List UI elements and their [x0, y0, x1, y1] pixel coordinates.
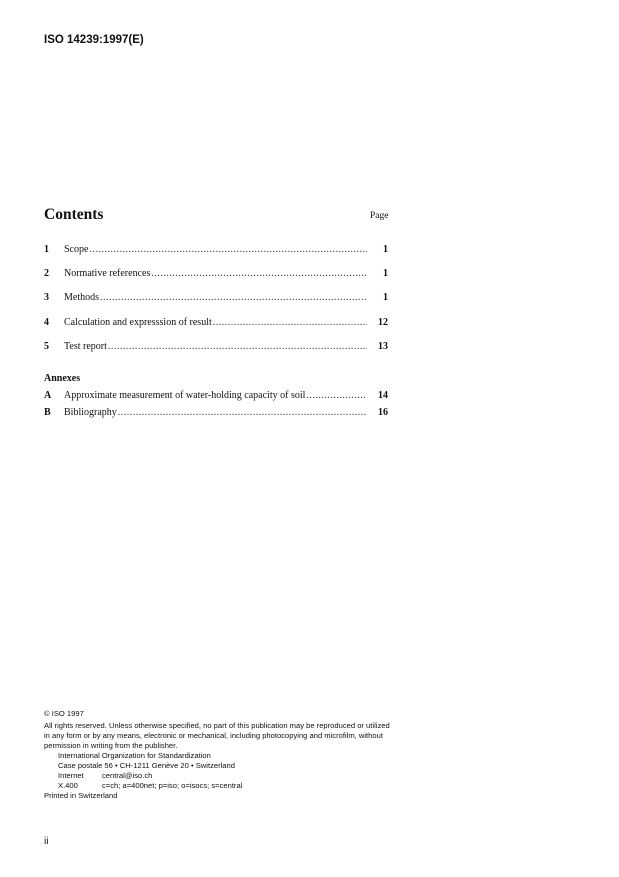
- toc-entry-page: 1: [383, 268, 388, 279]
- toc-entry-annex-b[interactable]: [44, 407, 388, 421]
- toc-entry-number: B: [44, 407, 51, 418]
- toc-entry-title: Scope: [64, 244, 89, 255]
- postal-address: Case postale 56 • CH-1211 Genève 20 • Switzerland: [58, 761, 235, 770]
- page-column-label: Page: [370, 211, 389, 221]
- toc-entry-number: A: [44, 390, 52, 401]
- organization-name: International Organization for Standardization: [58, 751, 211, 760]
- toc-leader-dots: [89, 244, 367, 255]
- toc-entry-title: Normative references: [64, 268, 151, 279]
- toc-leader-dots: [151, 268, 367, 279]
- toc-entry-normative-references[interactable]: [44, 268, 388, 282]
- toc-leader-dots: [118, 407, 367, 418]
- toc-entry-annex-a[interactable]: [44, 390, 388, 404]
- toc-entry-number: 5: [44, 341, 49, 352]
- internet-label: Internet: [58, 771, 84, 780]
- toc-entry-number: 3: [44, 292, 49, 303]
- x400-value: c=ch; a=400net; p=iso; o=isocs; s=central: [102, 781, 243, 790]
- toc-entry-scope[interactable]: [44, 244, 388, 258]
- toc-entry-number: 2: [44, 268, 49, 279]
- toc-leader-dots: [108, 341, 367, 352]
- printed-in: Printed in Switzerland: [44, 791, 118, 800]
- copyright-line: © ISO 1997: [44, 709, 84, 718]
- toc-entry-page: 1: [383, 292, 388, 303]
- toc-entry-page: 14: [378, 390, 388, 401]
- toc-entry-test-report[interactable]: [44, 341, 388, 355]
- x400-contact: [58, 781, 394, 791]
- toc-entry-title: Bibliography: [64, 407, 117, 418]
- internet-contact: [58, 771, 394, 781]
- page-number: ii: [44, 836, 49, 847]
- toc-entry-number: 4: [44, 317, 49, 328]
- toc-entry-title: Test report: [64, 341, 107, 352]
- x400-label: X.400: [58, 781, 78, 790]
- copyright-block: [44, 709, 394, 801]
- rights-statement: All rights reserved. Unless otherwise specified, no part of this publication may be reproduced or utilized in any form or by any means, electronic or mechanical, including photocopying and microfilm, without permission in writing from the publisher.: [44, 721, 390, 750]
- internet-value: central@iso.ch: [102, 771, 153, 780]
- toc-leader-dots: [306, 390, 367, 401]
- document-id: ISO 14239:1997(E): [44, 34, 144, 46]
- toc-entry-methods[interactable]: [44, 292, 388, 306]
- publisher-address: [58, 751, 394, 791]
- toc-entry-title: Calculation and expresssion of result: [64, 317, 212, 328]
- toc-leader-dots: [213, 317, 367, 328]
- toc-entry-page: 13: [378, 341, 388, 352]
- toc-entry-number: 1: [44, 244, 49, 255]
- toc-leader-dots: [100, 292, 367, 303]
- annexes-heading: Annexes: [44, 373, 81, 384]
- toc-entry-page: 16: [378, 407, 388, 418]
- toc-entry-title: Methods: [64, 292, 99, 303]
- toc-entry-page: 1: [383, 244, 388, 255]
- toc-entry-title: Approximate measurement of water-holding capacity of soil: [64, 390, 306, 401]
- contents-title: Contents: [44, 206, 104, 223]
- toc-entry-page: 12: [378, 317, 388, 328]
- toc-entry-calculation[interactable]: [44, 317, 388, 331]
